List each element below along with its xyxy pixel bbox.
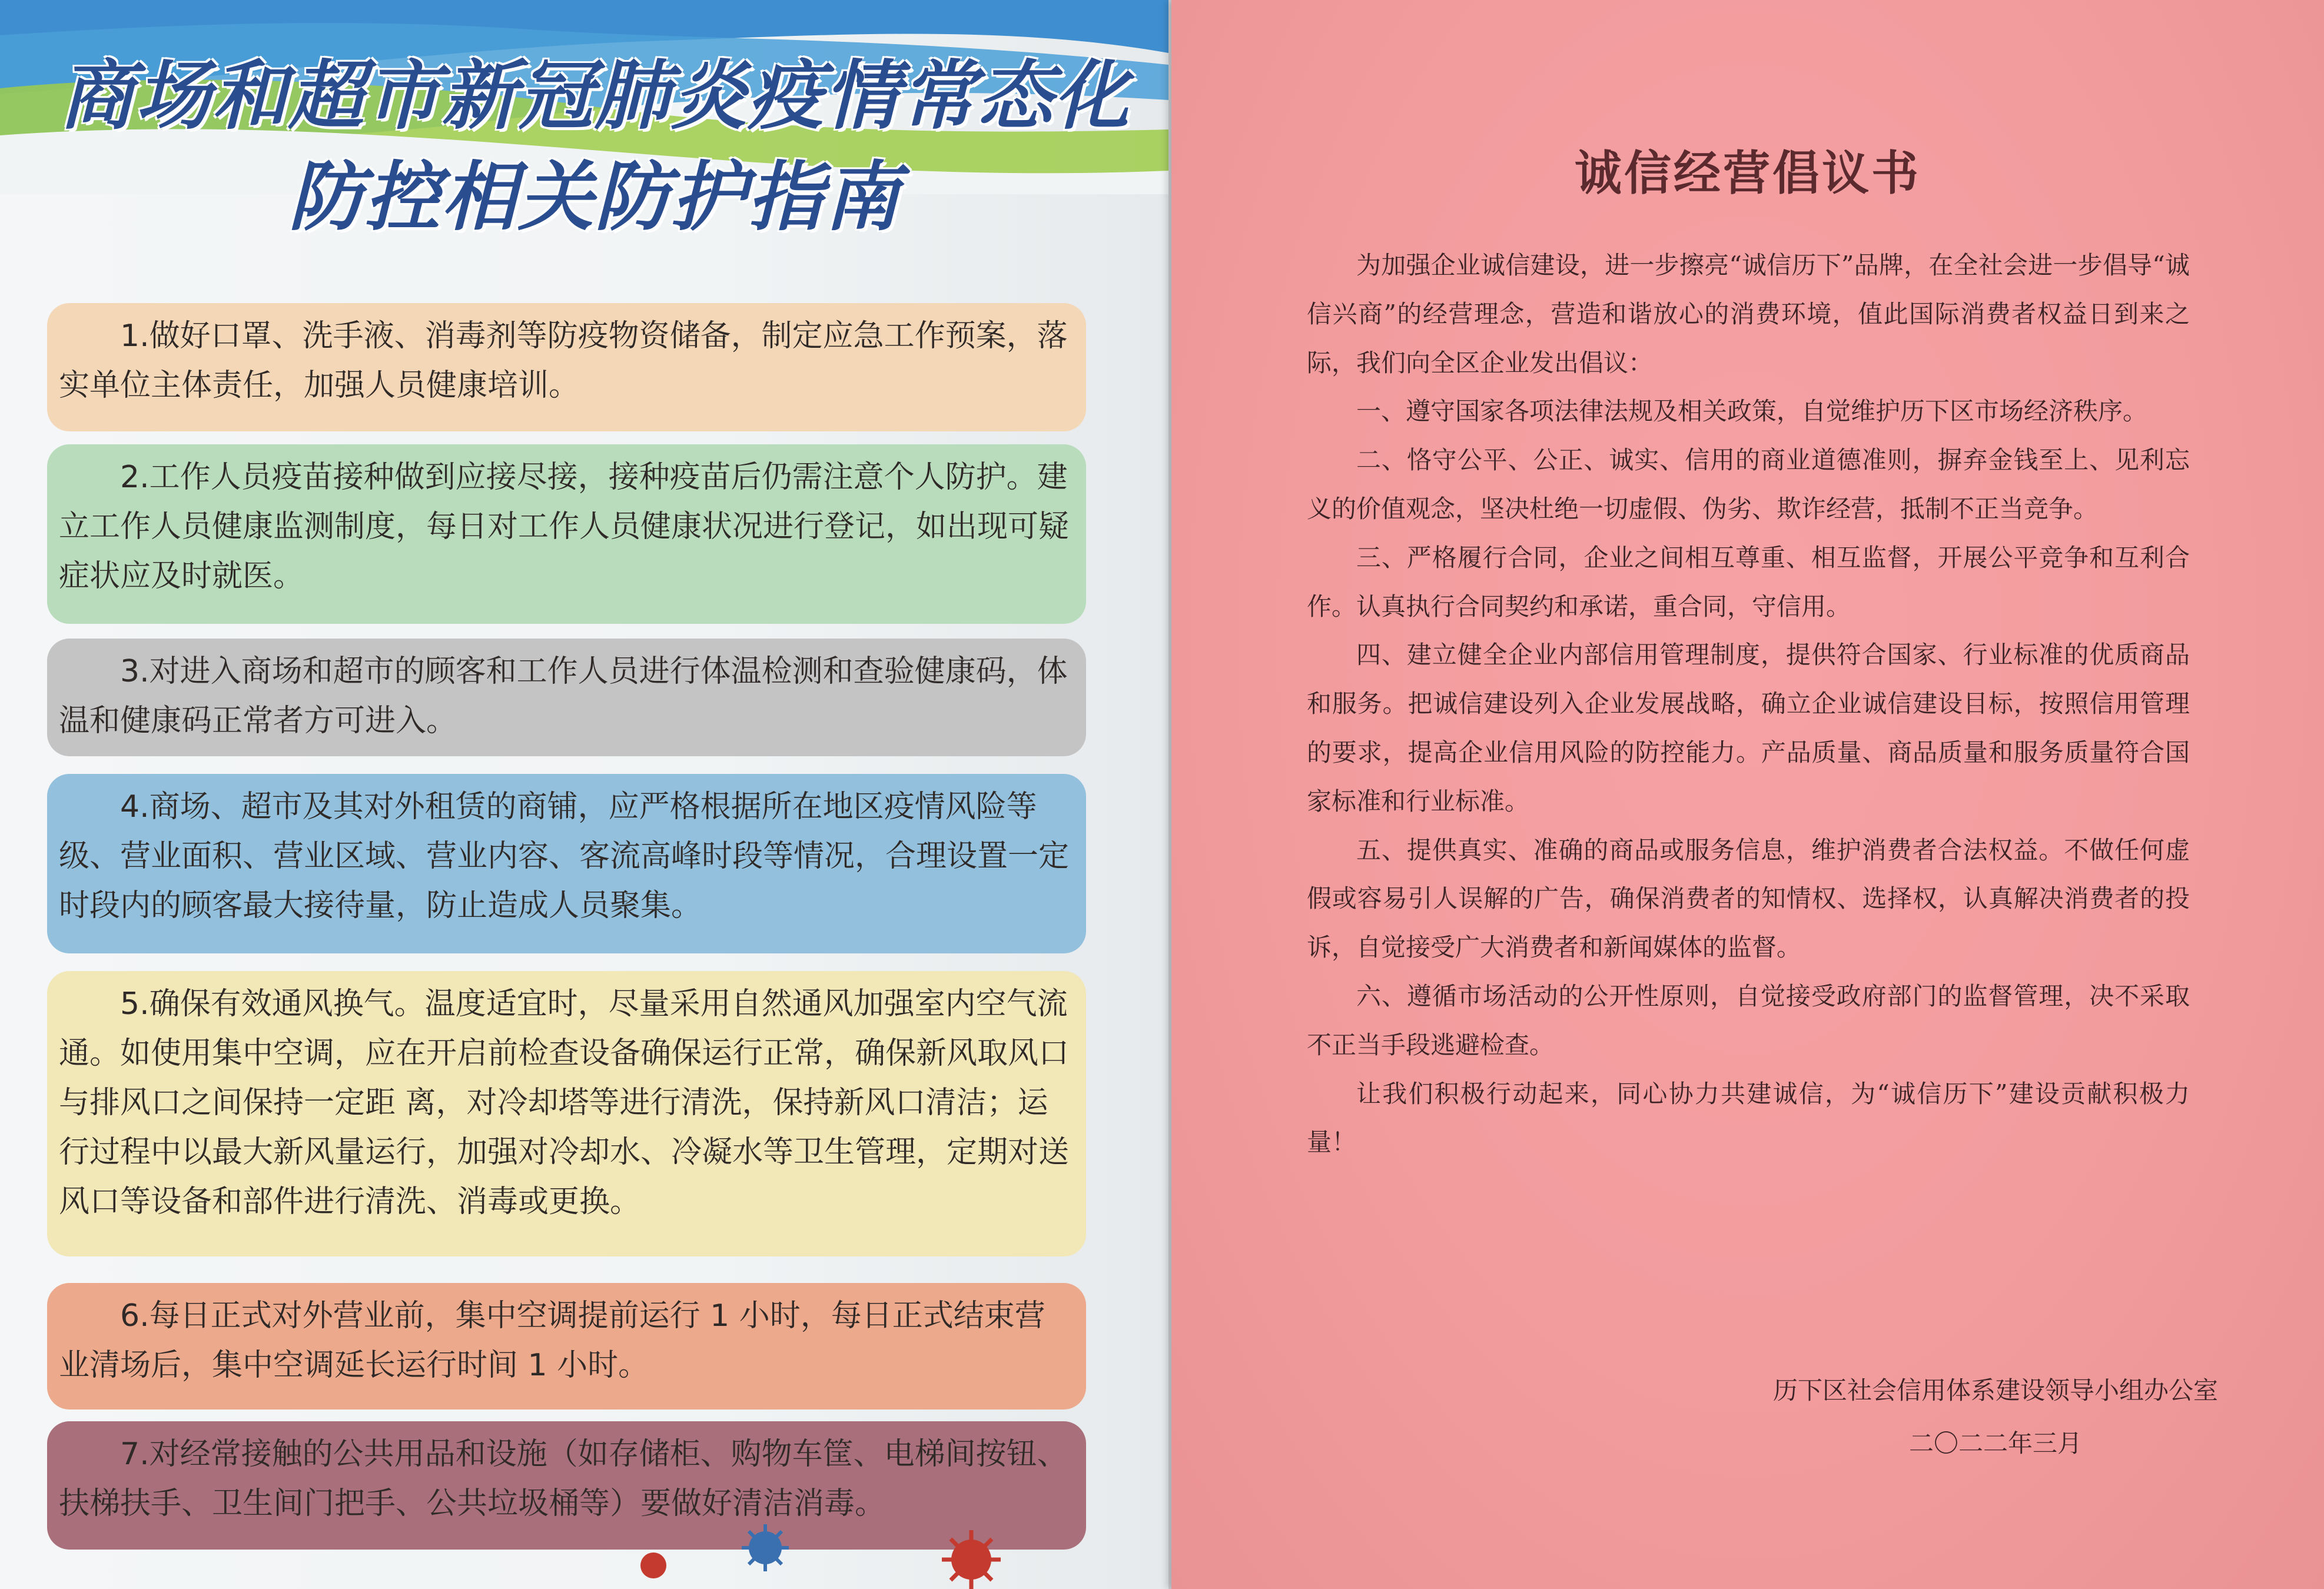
- integrity-proposal-document: [1171, 0, 2324, 1589]
- document-paragraph-6: 六、遵循市场活动的公开性原则，自觉接受政府部门的监督管理，决不采取不正当手段逃避检查。: [1307, 981, 2190, 1059]
- guideline-item-text: 1.做好口罩、洗手液、消毒剂等防疫物资储备，制定应急工作预案，落实单位主体责任，加强人员健康培训。: [59, 318, 1068, 403]
- poster-title-line-1: 商场和超市新冠肺炎疫情常态化: [58, 52, 1130, 140]
- poster-title-line-2: 防控相关防护指南: [288, 154, 901, 241]
- guideline-item-text: 5.确保有效通风换气。温度适宜时，尽量采用自然通风加强室内空气流通。如使用集中空调，应在开启前检查设备确保运行正常，确保新风取风口与排风口之间保持一定距 离，对冷却塔等进行清洗，保持新风口清洁；运行过程中以最大新风量运行，加强对冷却水、冷凝水等卫生管理，定期对送风口等设备和部件进行清洗、消毒或更换。: [59, 986, 1070, 1219]
- guideline-item-1: [47, 303, 1086, 431]
- document-paragraph-closing: 让我们积极行动起来，同心协力共建诚信，为“诚信历下”建设贡献积极力量！: [1307, 1079, 2190, 1157]
- document-paragraph-3: 三、严格履行合同，企业之间相互尊重、相互监督，开展公平竞争和互利合作。认真执行合同契约和承诺，重合同，守信用。: [1307, 543, 2190, 621]
- guideline-item-3: [47, 639, 1086, 756]
- guideline-item-text: 3.对进入商场和超市的顾客和工作人员进行体温检测和查验健康码，体温和健康码正常者方可进入。: [59, 654, 1068, 739]
- guideline-item-6: [47, 1283, 1086, 1410]
- guideline-item-text: 4.商场、超市及其对外租赁的商铺，应严格根据所在地区疫情风险等级、营业面积、营业区域、营业内容、客流高峰时段等情况，合理设置一定时段内的顾客最大接待量，防止造成人员聚集。: [59, 789, 1070, 923]
- guideline-item-5: [47, 971, 1086, 1256]
- document-body: [1307, 241, 2190, 1167]
- document-paragraph-1: 一、遵守国家各项法律法规及相关政策，自觉维护历下区市场经济秩序。: [1356, 397, 2148, 426]
- guideline-item-text: 7.对经常接触的公共用品和设施（如存储柜、购物车筐、电梯间按钮、扶梯扶手、卫生间门把手、公共垃圾桶等）要做好清洁消毒。: [59, 1437, 1068, 1521]
- guideline-item-text: 6.每日正式对外营业前，集中空调提前运行 1 小时，每日正式结束营业清场后，集中空调延长运行时间 1 小时。: [59, 1298, 1045, 1383]
- virus-icon: [618, 1512, 1030, 1589]
- document-date: 二〇二二年三月: [1908, 1429, 2082, 1458]
- guideline-item-text: 2.工作人员疫苗接种做到应接尽接，接种疫苗后仍需注意个人防护。建立工作人员健康监测制度，每日对工作人员健康状况进行登记，如出现可疑症状应及时就医。: [59, 460, 1070, 594]
- document-signature: 历下区社会信用体系建设领导小组办公室: [1772, 1376, 2218, 1405]
- poster-title: [24, 46, 1166, 248]
- document-signature-block: [1760, 1364, 2231, 1470]
- document-paragraph-4: 四、建立健全企业内部信用管理制度，提供符合国家、行业标准的优质商品和服务。把诚信建设列入企业发展战略，确立企业诚信建设目标，按照信用管理的要求，提高企业信用风险的防控能力。产品质量、商品质量和服务质量符合国家标准和行业标准。: [1307, 640, 2190, 816]
- guideline-item-4: [47, 774, 1086, 953]
- document-paragraph-5: 五、提供真实、准确的商品或服务信息，维护消费者合法权益。不做任何虚假或容易引人误解的广告，确保消费者的知情权、选择权，认真解决消费者的投诉，自觉接受广大消费者和新闻媒体的监督。: [1307, 835, 2190, 962]
- document-title: 诚信经营倡议书: [1575, 145, 1921, 201]
- document-paragraph-intro: 为加强企业诚信建设，进一步擦亮“诚信历下”品牌，在全社会进一步倡导“诚信兴商”的经营理念，营造和谐放心的消费环境，值此国际消费者权益日到来之际，我们向全区企业发出倡议：: [1307, 251, 2190, 377]
- document-paragraph-2: 二、恪守公平、公正、诚实、信用的商业道德准则，摒弃金钱至上、见利忘义的价值观念，坚决杜绝一切虚假、伪劣、欺诈经营，抵制不正当竞争。: [1307, 446, 2190, 523]
- guideline-item-2: [47, 444, 1086, 624]
